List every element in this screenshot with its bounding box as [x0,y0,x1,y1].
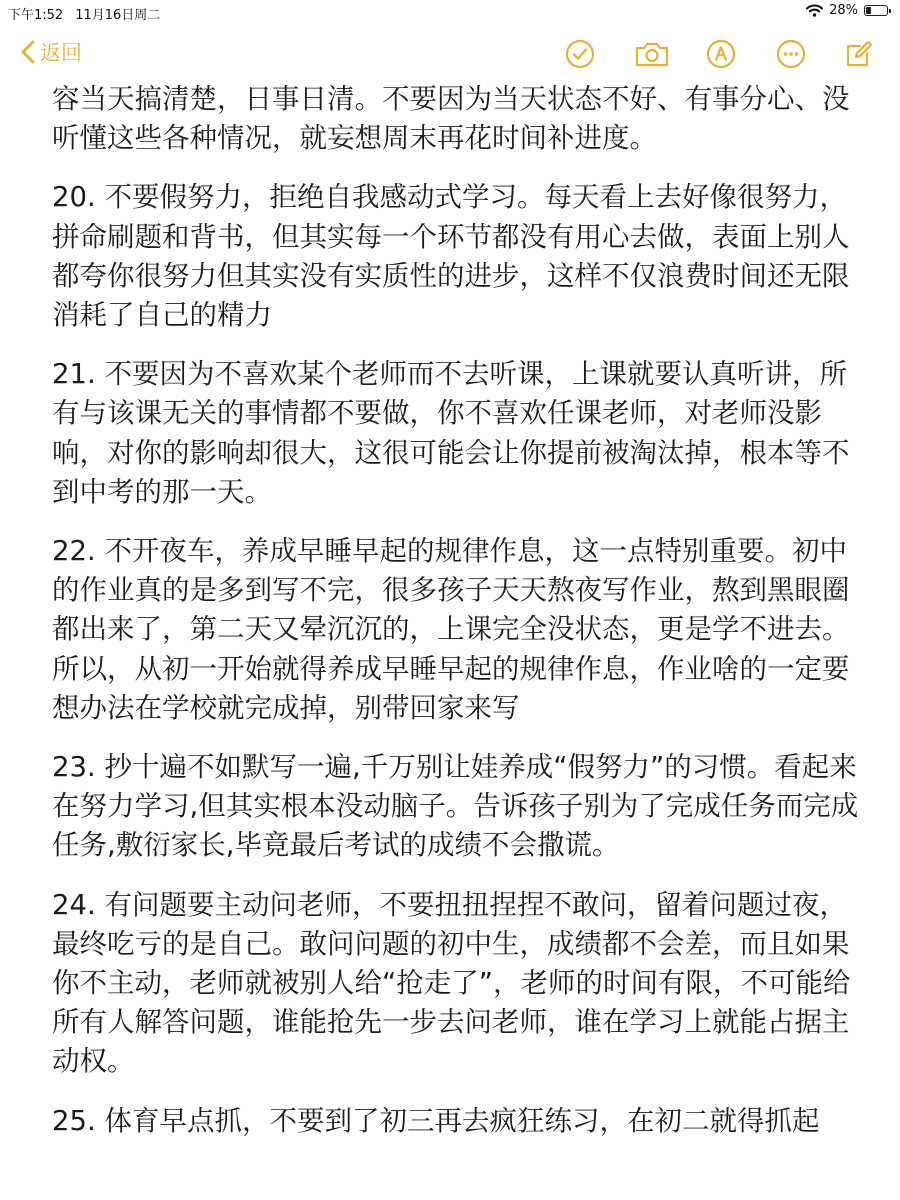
markup-icon[interactable] [705,38,737,70]
back-button[interactable] [20,37,82,67]
note-paragraph: 25. 体育早点抓，不要到了初三再去疯狂练习，在初二就得抓起 [52,1104,820,1137]
note-paragraph: 容当天搞清楚，日事日清。不要因为当天状态不好、有事分心、没听懂这些各种情况，就妄想周末再花时间补进度。 [52,83,850,155]
battery-level [866,7,871,14]
note-paragraph: 22. 不开夜车，养成早睡早起的规律作息，这一点特别重要。初中的作业真的是多到写不完，很多孩子天天熬夜写作业，熬到黑眼圈都出来了，第二天又晕沉沉的，上课完全没状态，更是学不进去。所以，从初一开始就得养成早睡早起的规律作息，作业啥的一定要想办法在学校就完成掉，别带回家来写 [52,535,850,724]
battery-percent: 28% [829,3,858,18]
notes-toolbar [0,26,900,84]
back-label: 返回 [40,41,82,65]
note-paragraph: 24. 有问题要主动问老师，不要扭扭捏捏不敢问，留着问题过夜，最终吃亏的是自己。敢问问题的初中生，成绩都不会差，而且如果你不主动，老师就被别人给“抢走了”，老师的时间有限，不可能给所有人解答问题，谁能抢先一步去问老师，谁在学习上就能占据主动权。 [52,888,851,1078]
note-body[interactable] [52,80,862,1161]
note-paragraph: 21. 不要因为不喜欢某个老师而不去听课，上课就要认真听讲，所有与该课无关的事情都不要做，你不喜欢任课老师，对老师没影响，对你的影响却很大，这很可能会让你提前被淘汰掉，根本等不到中考的那一天。 [52,358,850,508]
status-bar [0,0,900,26]
note-paragraph: 20. 不要假努力，拒绝自我感动式学习。每天看上去好像很努力，拼命刷题和背书，但其实每一个环节都没有用心去做，表面上别人都夸你很努力但其实没有实质性的进步，这样不仅浪费时间还无限消耗了自己的精力 [52,181,850,332]
more-icon[interactable] [775,38,807,70]
chevron-left-icon [20,39,36,65]
battery-icon [864,5,888,16]
wifi-icon [806,4,823,17]
note-paragraph: 23. 抄十遍不如默写一遍,千万别让娃养成“假努力”的习惯。看起来在努力学习,但其实根本没动脑子。告诉孩子别为了完成任务而完成任务,敷衍家长,毕竟最后考试的成绩不会撒谎。 [52,751,859,862]
checklist-icon[interactable] [564,38,596,70]
status-left [8,4,172,23]
compose-icon[interactable] [843,38,875,70]
status-date: 11月16日周二 [75,8,161,23]
status-right [806,3,888,18]
status-time: 下午1:52 [8,8,64,23]
camera-icon[interactable] [633,38,671,70]
